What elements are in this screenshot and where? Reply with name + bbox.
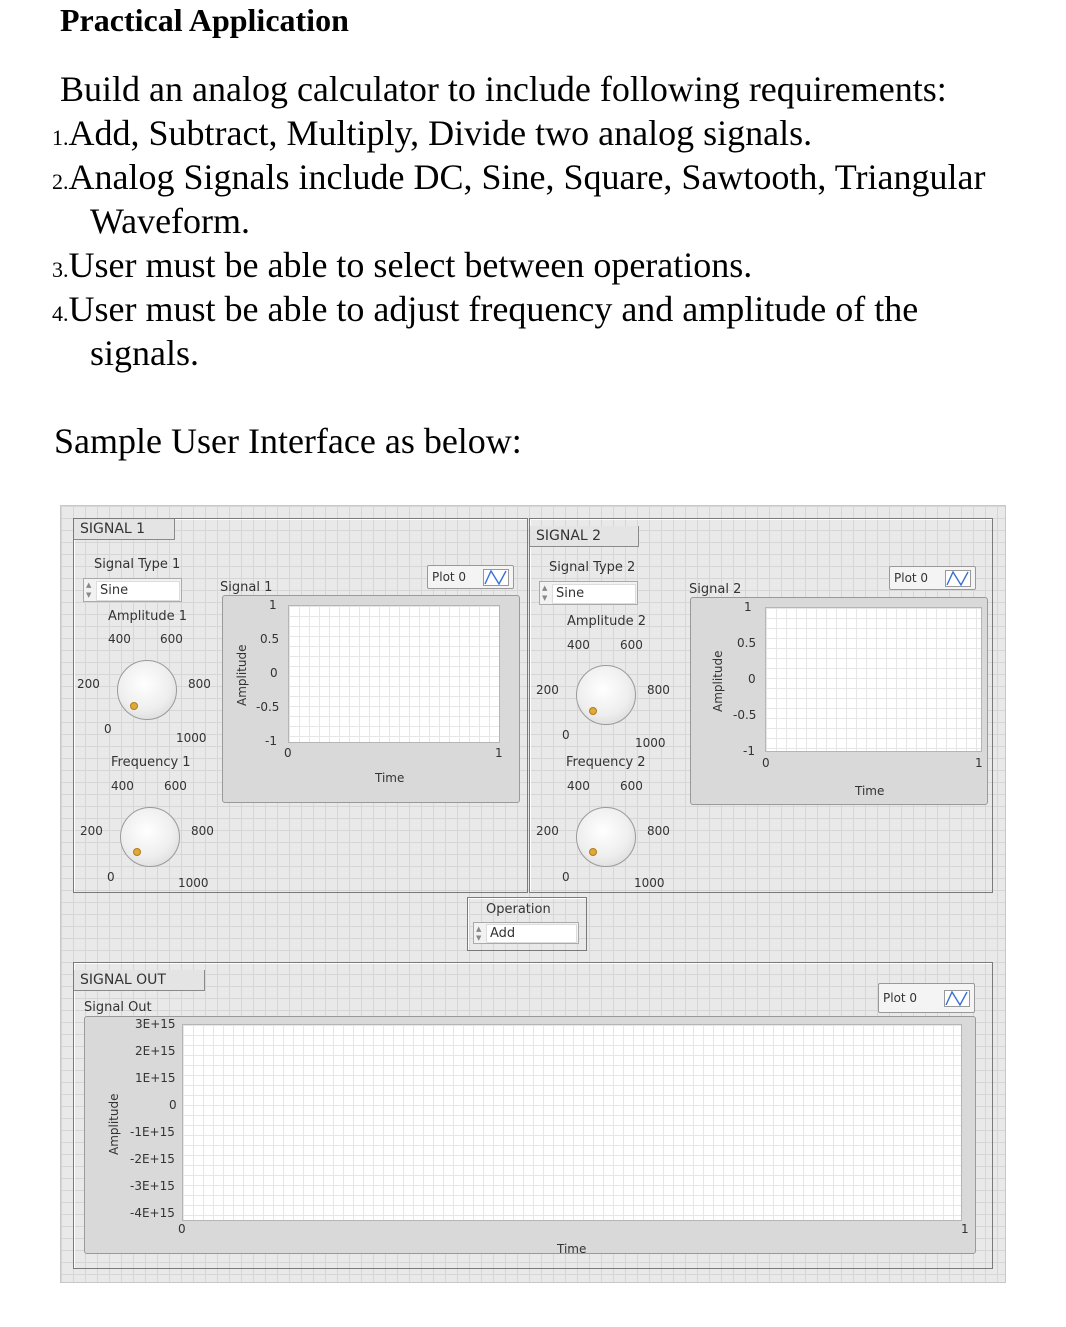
plot-line-icon — [945, 570, 971, 587]
item-number: 3. — [52, 257, 69, 282]
item-number: 4. — [52, 301, 69, 326]
y-axis-label: Amplitude — [235, 644, 249, 706]
frequency-1-knob[interactable] — [120, 807, 180, 867]
x-tick: 1 — [495, 746, 503, 760]
freq2-scale-400: 400 — [567, 779, 590, 793]
amp1-scale-400: 400 — [108, 632, 131, 646]
ring-up-arrow-icon[interactable]: ▲ — [542, 584, 548, 592]
signal-2-graph — [690, 597, 988, 805]
freq1-scale-400: 400 — [111, 779, 134, 793]
freq2-scale-600: 600 — [620, 779, 643, 793]
signal-1-plot-legend[interactable] — [427, 565, 514, 589]
signal-type-2-label: Signal Type 2 — [549, 560, 636, 575]
knob-indicator — [589, 707, 597, 715]
amp2-scale-800: 800 — [647, 683, 670, 697]
front-panel — [60, 505, 1006, 1283]
x-axis-label: Time — [375, 771, 405, 785]
amp2-scale-600: 600 — [620, 638, 643, 652]
y-tick: 3E+15 — [135, 1017, 176, 1031]
y-tick: -1 — [743, 744, 755, 758]
ring-up-arrow-icon[interactable]: ▲ — [86, 581, 92, 589]
amp1-scale-0: 0 — [104, 722, 112, 736]
intro-text: Build an analog calculator to include following requirements: — [60, 69, 947, 109]
y-tick: 0.5 — [260, 632, 280, 646]
freq2-scale-0: 0 — [562, 870, 570, 884]
amp2-scale-400: 400 — [567, 638, 590, 652]
item-text: User must be able to select between operations. — [68, 245, 753, 285]
y-tick: -3E+15 — [130, 1179, 175, 1193]
signal2-tag: SIGNAL 2 — [530, 526, 639, 547]
signal-out-plot-legend[interactable] — [878, 983, 975, 1013]
signal1-cluster — [73, 518, 528, 893]
x-tick: 0 — [178, 1222, 186, 1236]
requirement-item-2 — [52, 156, 985, 198]
amp1-scale-200: 200 — [77, 677, 100, 691]
operation-control — [467, 897, 587, 951]
frequency-2-knob[interactable] — [576, 807, 636, 867]
y-tick: -2E+15 — [130, 1152, 175, 1166]
amp1-scale-600: 600 — [160, 632, 183, 646]
ring-down-arrow-icon[interactable]: ▼ — [86, 591, 92, 599]
signal-2-plot-legend[interactable] — [889, 566, 976, 590]
x-tick: 1 — [975, 756, 983, 770]
y-tick: -0.5 — [256, 700, 280, 714]
x-axis-label: Time — [557, 1242, 587, 1256]
requirement-item-1 — [52, 112, 812, 154]
signal-type-1-ring[interactable] — [83, 578, 182, 602]
y-tick: 1E+15 — [135, 1071, 176, 1085]
frequency-1-label: Frequency 1 — [111, 755, 191, 770]
signal-2-graph-label: Signal 2 — [689, 582, 742, 597]
item-text: User must be able to adjust frequency and amplitude of the — [68, 289, 919, 329]
legend-text: Plot 0 — [894, 571, 929, 585]
amplitude-1-knob[interactable] — [117, 660, 177, 720]
signal-type-2-value: Sine — [552, 584, 636, 604]
signal1-tag: SIGNAL 1 — [74, 519, 175, 540]
knob-indicator — [589, 848, 597, 856]
frequency-2-label: Frequency 2 — [566, 755, 646, 770]
y-tick: -1 — [265, 734, 277, 748]
y-tick: 1 — [744, 600, 752, 614]
freq1-scale-800: 800 — [191, 824, 214, 838]
item-number: 2. — [52, 169, 69, 194]
legend-text: Plot 0 — [432, 570, 467, 584]
y-axis-label: Amplitude — [711, 650, 725, 712]
ring-down-arrow-icon[interactable]: ▼ — [542, 594, 548, 602]
freq2-scale-200: 200 — [536, 824, 559, 838]
requirement-item-4-continued: signals. — [90, 333, 200, 373]
item-number: 1. — [52, 125, 69, 150]
item-text: Analog Signals include DC, Sine, Square, Sawtooth, Triangular — [68, 157, 986, 197]
signal-1-graph-label: Signal 1 — [220, 580, 273, 595]
operation-value: Add — [486, 924, 577, 943]
amp2-scale-200: 200 — [536, 683, 559, 697]
plot-line-icon — [944, 990, 970, 1007]
y-tick: -0.5 — [733, 708, 757, 722]
freq2-scale-1000: 1000 — [634, 876, 665, 890]
knob-indicator — [133, 848, 141, 856]
y-tick: -4E+15 — [130, 1206, 175, 1220]
requirement-item-2-continued: Waveform. — [90, 201, 251, 241]
signal-1-plot-area[interactable] — [288, 605, 500, 743]
y-tick: 1 — [269, 598, 277, 612]
signal-2-plot-area[interactable] — [765, 607, 982, 752]
y-tick: 0 — [169, 1098, 177, 1112]
sample-heading: Sample User Interface as below: — [54, 421, 522, 461]
signal-1-graph — [222, 595, 520, 803]
x-tick: 1 — [961, 1222, 969, 1236]
freq1-scale-200: 200 — [80, 824, 103, 838]
y-tick: 0.5 — [737, 636, 757, 650]
amp2-scale-0: 0 — [562, 728, 570, 742]
operation-ring[interactable] — [473, 922, 579, 944]
signal-out-graph — [84, 1016, 976, 1254]
signal-out-graph-label: Signal Out — [84, 1000, 152, 1015]
x-tick: 0 — [762, 756, 770, 770]
signal-type-2-ring[interactable] — [539, 581, 638, 605]
amplitude-2-label: Amplitude 2 — [567, 614, 647, 629]
requirement-item-4 — [52, 288, 918, 330]
freq1-scale-0: 0 — [107, 870, 115, 884]
y-axis-label: Amplitude — [107, 1093, 121, 1155]
y-tick: 0 — [748, 672, 756, 686]
freq1-scale-1000: 1000 — [178, 876, 209, 890]
operation-label: Operation — [486, 902, 551, 917]
amplitude-2-knob[interactable] — [576, 665, 636, 725]
freq2-scale-800: 800 — [647, 824, 670, 838]
amp1-scale-1000: 1000 — [176, 731, 207, 745]
y-tick: -1E+15 — [130, 1125, 175, 1139]
signal-type-1-value: Sine — [96, 581, 180, 601]
knob-indicator — [130, 702, 138, 710]
plot-line-icon — [483, 569, 509, 586]
y-tick: 0 — [270, 666, 278, 680]
signal-out-plot-area[interactable] — [182, 1024, 962, 1221]
item-text: Add, Subtract, Multiply, Divide two analog signals. — [68, 113, 813, 153]
signal-out-tag: SIGNAL OUT — [74, 970, 205, 991]
requirement-item-3 — [52, 244, 752, 286]
amp2-scale-1000: 1000 — [635, 736, 666, 750]
x-axis-label: Time — [855, 784, 885, 798]
amp1-scale-800: 800 — [188, 677, 211, 691]
y-tick: 2E+15 — [135, 1044, 176, 1058]
signal-type-1-label: Signal Type 1 — [94, 557, 181, 572]
amplitude-1-label: Amplitude 1 — [108, 609, 188, 624]
legend-text: Plot 0 — [883, 991, 918, 1005]
signal-out-cluster — [73, 962, 993, 1269]
signal2-cluster — [529, 518, 993, 893]
freq1-scale-600: 600 — [164, 779, 187, 793]
document-title: Practical Application — [60, 2, 349, 38]
ring-up-arrow-icon[interactable]: ▲ — [476, 925, 482, 933]
x-tick: 0 — [284, 746, 292, 760]
ring-down-arrow-icon[interactable]: ▼ — [476, 934, 482, 942]
